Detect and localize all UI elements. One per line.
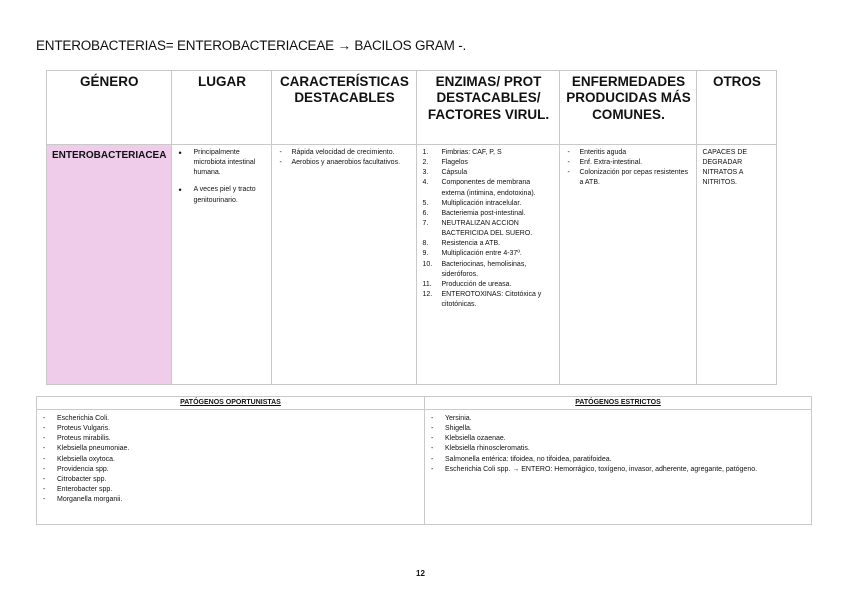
list-item: - Shigella.: [429, 424, 807, 434]
list-item: - Escherichia Coli spp. → ENTERO: Hemorrágico, toxígeno, invasor, adherente, agregante, patógeno.: [429, 465, 807, 475]
list-item: 3. Cápsula: [422, 169, 468, 177]
list-item: - Proteus mirabilis.: [41, 434, 420, 444]
list-item: - Salmonella entérica: tifoidea, no tifoidea, paratifoidea.: [429, 455, 807, 465]
list-item: 6. Bacteriemia post-intestinal.: [422, 209, 526, 217]
list-item: • A veces piel y tracto genitourinario.: [177, 185, 266, 205]
list-item: - Colonización por cepas resistentes a ATB.: [565, 168, 691, 188]
list-item: 1. Fimbrias: CAF, P, S: [422, 149, 502, 156]
list-item: - Klebsiella oxytoca.: [41, 455, 420, 465]
list-item: 2. Flagelos: [422, 159, 468, 167]
list-item: 8. Resistencia a ATB.: [422, 240, 501, 248]
list-item: • Principalmente microbiota intestinal humana.: [177, 148, 266, 178]
genus-cell: ENTEROBACTERIACEA: [47, 145, 172, 385]
header-caracteristicas: CARACTERÍSTICAS DESTACABLES: [272, 71, 417, 145]
header-genero: GÉNERO: [47, 71, 172, 145]
list-item: - Morganella morganii.: [41, 495, 420, 505]
list-item: 12. ENTEROTOXINAS: Citotóxica y citotónicas.: [422, 290, 542, 309]
table-row: [47, 145, 777, 385]
header-row: [47, 71, 777, 145]
list-item: 7. NEUTRALIZAN ACCION BACTERICIDA DEL SUERO.: [422, 219, 533, 238]
list-item: 4. Componentes de membrana externa (intimina, endotoxina).: [422, 179, 536, 197]
list-item: 5. Multiplicación intracelular.: [422, 199, 522, 207]
list-item: - Enf. Extra-intestinal.: [565, 158, 691, 168]
header-strict: PATÓGENOS ESTRICTOS: [425, 397, 812, 410]
list-item: 9. Multiplicación entre 4-37º.: [422, 250, 522, 258]
enfermedades-cell: [560, 145, 697, 385]
strict-cell: [425, 410, 812, 525]
list-item: - Escherichia Coli.: [41, 414, 420, 424]
lugar-cell: [172, 145, 272, 385]
list-item: - Aerobios y anaerobios facultativos.: [277, 158, 411, 168]
page-heading: ENTEROBACTERIAS= ENTEROBACTERIACEAE → BACILOS GRAM -.: [36, 38, 467, 53]
pathogens-table: [36, 396, 812, 525]
enterobacteria-table: [46, 70, 777, 385]
caracteristicas-cell: [272, 145, 417, 385]
list-item: - Yersinia.: [429, 414, 807, 424]
list-item: - Klebsiella ozaenae.: [429, 434, 807, 444]
list-item: - Citrobacter spp.: [41, 475, 420, 485]
header-lugar: LUGAR: [172, 71, 272, 145]
list-item: - Klebsiella pneumoniae.: [41, 444, 420, 454]
header-enfermedades: ENFERMEDADES PRODUCIDAS MÁS COMUNES.: [560, 71, 697, 145]
list-item: - Rápida velocidad de crecimiento.: [277, 148, 411, 158]
list-item: 11. Producción de ureasa.: [422, 280, 512, 288]
header-otros: OTROS: [697, 71, 777, 145]
header-opportunistic: PATÓGENOS OPORTUNISTAS: [37, 397, 425, 410]
list-item: - Proteus Vulgaris.: [41, 424, 420, 434]
otros-cell: CAPACES DE DEGRADAR NITRATOS A NITRITOS.: [697, 145, 777, 385]
list-item: - Providencia spp.: [41, 465, 420, 475]
page-number: 12: [416, 569, 425, 578]
table-row: [37, 410, 812, 525]
header-row: [37, 397, 812, 410]
opportunistic-cell: [37, 410, 425, 525]
list-item: - Klebsiella rhinoscleromatis.: [429, 444, 807, 454]
list-item: - Enteritis aguda: [565, 148, 691, 158]
list-item: 10. Bacteriocinas, hemolisinas, sideróforos.: [422, 260, 527, 278]
list-item: - Enterobacter spp.: [41, 485, 420, 495]
header-enzimas: ENZIMAS/ PROT DESTACABLES/ FACTORES VIRUL.: [417, 71, 560, 145]
enzimas-cell: [417, 145, 560, 385]
